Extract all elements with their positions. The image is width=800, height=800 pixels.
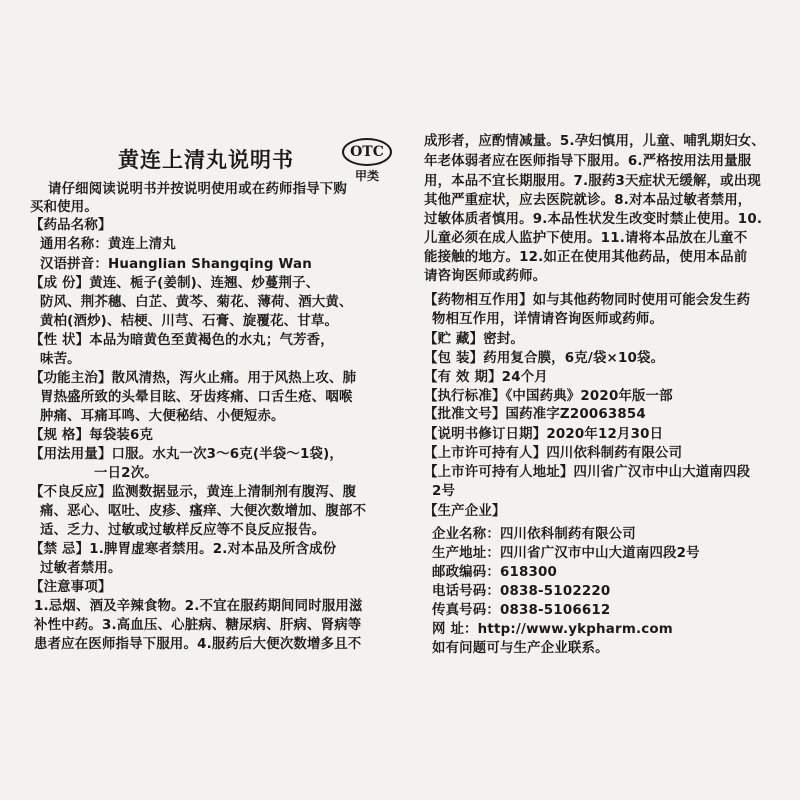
otc-class-label: 甲类 bbox=[355, 169, 380, 183]
text-line: 胃热盛所致的头晕目眩、牙齿疼痛、口舌生疮、咽喉 bbox=[40, 390, 353, 405]
text-line: 请仔细阅读说明书并按说明使用或在药师指导下购 bbox=[48, 182, 347, 197]
text-line: 能接触的地方。12.如正在使用其他药品，使用本品前 bbox=[424, 250, 748, 265]
text-line: 一日2次。 bbox=[94, 466, 158, 481]
text-line: 味苦。 bbox=[40, 352, 81, 367]
text-line: 电话号码：0838-5102220 bbox=[432, 584, 611, 599]
text-line: 患者应在医师指导下服用。4.服药后大便次数增多且不 bbox=[34, 637, 362, 652]
page-title: 黄连上清丸说明书 bbox=[118, 147, 294, 172]
text-line: 年老体弱者应在医师指导下服用。6.严格按用法用量服 bbox=[424, 154, 752, 169]
text-line: 【禁 忌】1.脾胃虚寒者禁用。2.对本品及所含成份 bbox=[30, 542, 337, 557]
text-line: 过敏者禁用。 bbox=[40, 561, 122, 576]
text-line: 防风、荆芥穗、白芷、黄芩、菊花、薄荷、酒大黄、 bbox=[40, 295, 353, 310]
text-line: 用，本品不宜长期服用。7.服药3天症状无缓解，或出现 bbox=[424, 174, 761, 189]
text-line: 网 址：http://www.ykpharm.com bbox=[432, 622, 673, 637]
otc-badge: OTC bbox=[342, 138, 392, 166]
text-line: 1.忌烟、酒及辛辣食物。2.不宜在服药期间同时服用滋 bbox=[34, 599, 363, 614]
text-line: 【说明书修订日期】2020年12月30日 bbox=[424, 427, 664, 442]
text-line: 物相互作用，详情请咨询医师或药师。 bbox=[432, 312, 664, 327]
text-line: 补性中药。3.高血压、心脏病、糖尿病、肝病、肾病等 bbox=[34, 618, 362, 633]
text-line: 2号 bbox=[432, 484, 456, 499]
text-line: 适、乏力、过敏或过敏样反应等不良反应报告。 bbox=[40, 523, 326, 538]
text-line: 【贮 藏】密封。 bbox=[424, 332, 524, 347]
text-line: 其他严重症状，应去医院就诊。8.对本品过敏者禁用， bbox=[424, 193, 752, 208]
text-line: 邮政编码：618300 bbox=[432, 565, 558, 580]
text-line: 【有 效 期】24个月 bbox=[424, 370, 548, 385]
text-line: 痛、恶心、呕吐、皮疹、瘙痒、大便次数增加、腹部不 bbox=[40, 504, 367, 519]
text-line: 成形者，应酌情减量。5.孕妇慎用，儿童、哺乳期妇女、 bbox=[424, 134, 765, 149]
text-line: 传真号码：0838-5106612 bbox=[432, 603, 611, 618]
text-line: 【成 份】黄连、栀子(姜制)、连翘、炒蔓荆子、 bbox=[30, 276, 320, 291]
text-line: 买和使用。 bbox=[30, 200, 98, 215]
text-line: 如有问题可与生产企业联系。 bbox=[432, 641, 609, 656]
text-line: 【规 格】每袋装6克 bbox=[30, 428, 154, 443]
text-line: 肿痛、耳痛耳鸣、大便秘结、小便短赤。 bbox=[40, 409, 285, 424]
text-line: 【药物相互作用】如与其他药物同时使用可能会发生药 bbox=[424, 293, 751, 308]
text-line: 过敏体质者慎用。9.本品性状发生改变时禁止使用。10. bbox=[424, 212, 763, 227]
text-line: 生产地址：四川省广汉市中山大道南四段2号 bbox=[432, 546, 700, 561]
text-line: 【生产企业】 bbox=[424, 504, 506, 519]
text-line: 【功能主治】散风清热，泻火止痛。用于风热上攻、肺 bbox=[30, 371, 357, 386]
text-line: 【药品名称】 bbox=[30, 218, 112, 233]
text-line: 【包 装】药用复合膜，6克/袋×10袋。 bbox=[424, 351, 665, 366]
text-line: 企业名称：四川依科制药有限公司 bbox=[432, 527, 636, 542]
text-line: 【注意事项】 bbox=[30, 580, 112, 595]
text-line: 汉语拼音：Huanglian Shangqing Wan bbox=[40, 257, 313, 272]
text-line: 【上市许可持有人】四川依科制药有限公司 bbox=[424, 446, 683, 461]
text-line: 【批准文号】国药准字Z20063854 bbox=[424, 407, 646, 422]
text-line: 【不良反应】监测数据显示，黄连上清制剂有腹泻、腹 bbox=[30, 485, 357, 500]
text-line: 【用法用量】口服。水丸一次3～6克(半袋～1袋)， bbox=[30, 447, 344, 462]
text-line: 儿童必须在成人监护下使用。11.请将本品放在儿童不 bbox=[424, 231, 748, 246]
text-line: 【性 状】本品为暗黄色至黄褐色的水丸；气芳香， bbox=[30, 333, 334, 348]
text-line: 【上市许可持有人地址】四川省广汉市中山大道南四段 bbox=[424, 465, 751, 480]
text-line: 通用名称：黄连上清丸 bbox=[40, 237, 176, 252]
text-line: 黄柏(酒炒)、桔梗、川芎、石膏、旋覆花、甘草。 bbox=[40, 314, 339, 329]
text-line: 【执行标准】《中国药典》2020年版一部 bbox=[424, 389, 673, 404]
text-line: 请咨询医师或药师。 bbox=[424, 269, 547, 284]
